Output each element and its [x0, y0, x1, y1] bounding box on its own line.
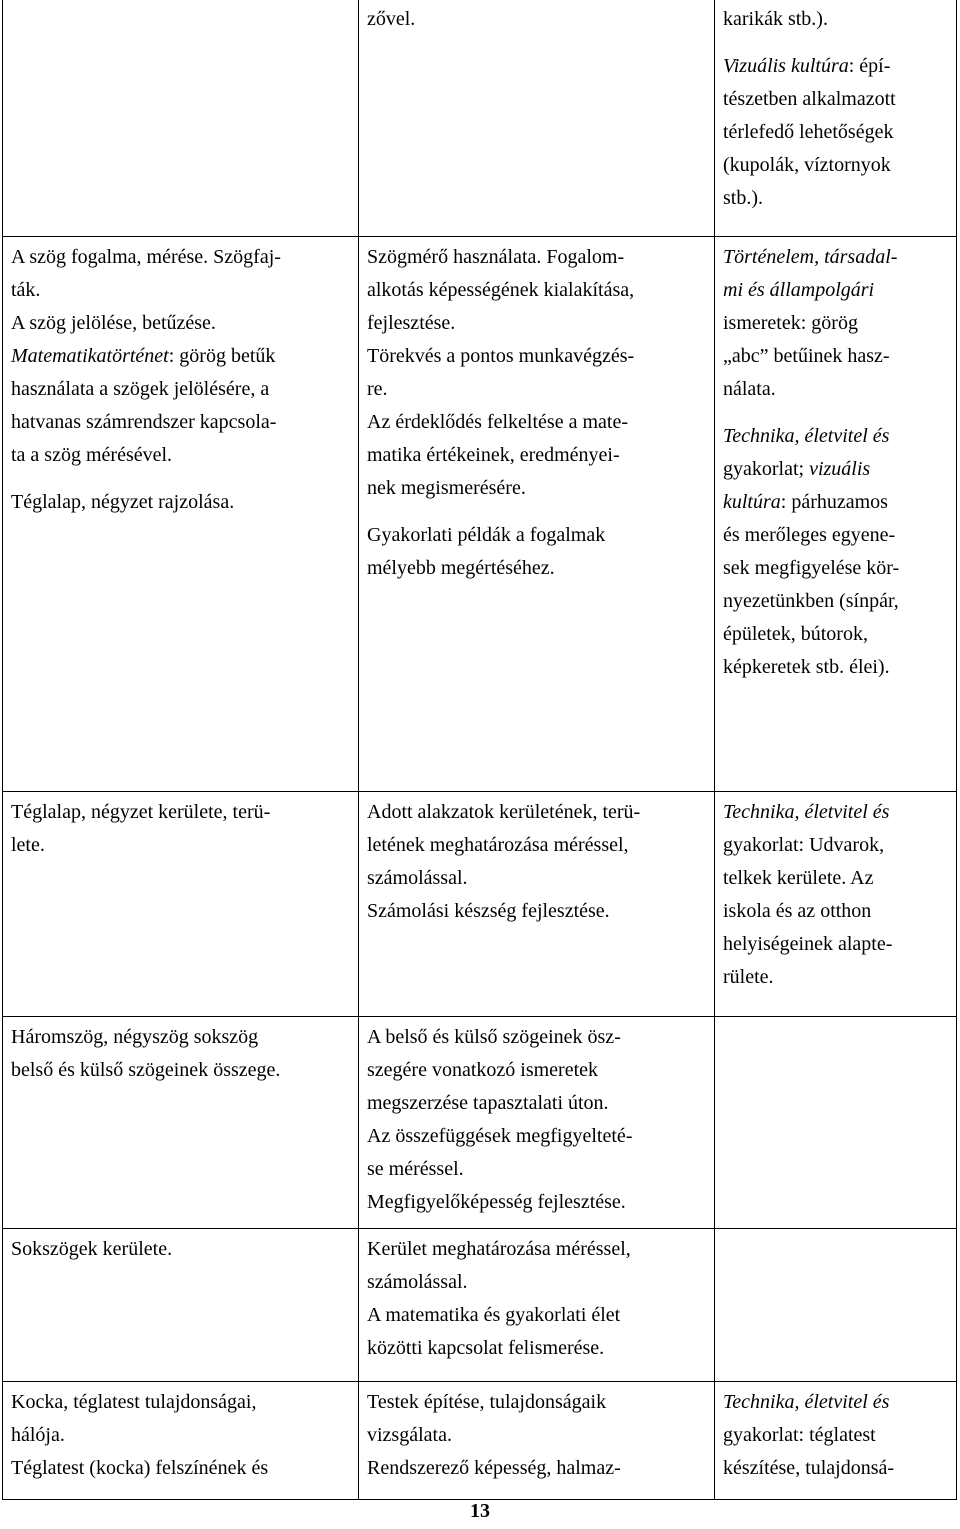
table-cell-col2	[359, 237, 715, 792]
table-cell-col2	[359, 792, 715, 1017]
page-number: 13	[470, 1500, 490, 1522]
text-line: Testek építése, tulajdonságaik	[367, 1391, 607, 1413]
text-line: hálója.	[11, 1424, 65, 1446]
text-segment: : görög betűk	[168, 345, 276, 367]
text-line: Rendszerező képesség, halmaz-	[367, 1457, 621, 1479]
table-cell-col1	[3, 237, 359, 792]
text-line: A matematika és gyakorlati élet	[367, 1304, 621, 1326]
table-cell-col2	[359, 0, 715, 237]
table-cell-col1	[3, 1229, 359, 1382]
text-block	[11, 796, 350, 862]
text-line: helyiségeinek alapte-	[723, 933, 893, 955]
text-line: megszerzése tapasztalati úton.	[367, 1092, 609, 1114]
text-line	[723, 50, 948, 83]
table-body	[3, 0, 957, 1500]
text-line	[11, 340, 350, 373]
text-line: telkek kerülete. Az	[723, 867, 874, 889]
italic-text: kultúra	[723, 491, 781, 513]
text-line: karikák stb.).	[723, 8, 828, 30]
text-block	[723, 796, 948, 994]
table-cell-col3	[715, 0, 957, 237]
text-line: matika értékeinek, eredményei-	[367, 444, 620, 466]
table-row	[3, 237, 957, 792]
text-line: képkeretek stb. élei).	[723, 656, 890, 678]
text-line: zővel.	[367, 8, 416, 30]
text-block	[723, 50, 948, 215]
table-cell-col1	[3, 792, 359, 1017]
table-cell-col2	[359, 1382, 715, 1500]
text-line: Az érdeklődés felkeltése a mate-	[367, 411, 628, 433]
italic-text: mi és állampolgári	[723, 279, 875, 301]
text-line: Törekvés a pontos munkavégzés-	[367, 345, 635, 367]
text-line	[723, 1386, 948, 1419]
curriculum-table	[2, 0, 957, 1500]
text-line: használata a szögek jelölésére, a	[11, 378, 270, 400]
text-block	[723, 420, 948, 684]
table-cell-col1	[3, 0, 359, 237]
text-line: Kocka, téglatest tulajdonságai,	[11, 1391, 257, 1413]
text-line: fejlesztése.	[367, 312, 456, 334]
text-line: gyakorlat: Udvarok,	[723, 834, 885, 856]
text-line	[723, 420, 948, 453]
table-cell-col3	[715, 792, 957, 1017]
text-line: közötti kapcsolat felismerése.	[367, 1337, 605, 1359]
text-line: se méréssel.	[367, 1158, 464, 1180]
text-line: ismeretek: görög	[723, 312, 858, 334]
table-cell-col3	[715, 1017, 957, 1229]
text-block	[723, 3, 948, 36]
table-row	[3, 1382, 957, 1500]
text-line: (kupolák, víztornyok	[723, 154, 891, 176]
text-block	[367, 796, 706, 928]
text-line: mélyebb megértéséhez.	[367, 557, 555, 579]
text-line: számolással.	[367, 867, 468, 889]
text-line: A szög fogalma, mérése. Szögfaj-	[11, 246, 281, 268]
table-cell-col3	[715, 1229, 957, 1382]
text-line: „abc” betűinek hasz-	[723, 345, 890, 367]
text-line: nálata.	[723, 378, 776, 400]
text-line: Sokszögek kerülete.	[11, 1238, 173, 1260]
italic-text: Technika, életvitel és	[723, 425, 890, 447]
text-block	[367, 1021, 706, 1219]
text-block	[11, 1386, 350, 1485]
text-line: Téglalap, négyzet rajzolása.	[11, 491, 235, 513]
text-line: nek megismerésére.	[367, 477, 526, 499]
text-line: tészetben alkalmazott	[723, 88, 896, 110]
text-line: készítése, tulajdonsá-	[723, 1457, 895, 1479]
text-block	[11, 1021, 350, 1087]
text-segment: gyakorlat;	[723, 458, 810, 480]
text-segment: : párhuzamos	[780, 491, 888, 513]
text-block	[723, 1386, 948, 1485]
text-line	[723, 241, 948, 274]
text-line: Adott alakzatok kerületének, terü-	[367, 801, 641, 823]
text-line: Téglatest (kocka) felszínének és	[11, 1457, 269, 1479]
text-line: Az összefüggések megfigyelteté-	[367, 1125, 633, 1147]
text-line: épületek, bútorok,	[723, 623, 868, 645]
text-line: stb.).	[723, 187, 763, 209]
text-line: belső és külső szögeinek összege.	[11, 1059, 281, 1081]
table-row	[3, 1229, 957, 1382]
text-block	[723, 241, 948, 406]
text-line: Számolási készség fejlesztése.	[367, 900, 610, 922]
table-row	[3, 792, 957, 1017]
text-line: gyakorlat: téglatest	[723, 1424, 876, 1446]
table-cell-col2	[359, 1017, 715, 1229]
text-line: letének meghatározása méréssel,	[367, 834, 629, 856]
text-line	[723, 796, 948, 829]
text-line: Kerület meghatározása méréssel,	[367, 1238, 631, 1260]
text-line: sek megfigyelése kör-	[723, 557, 900, 579]
italic-text: Vizuális kultúra	[723, 55, 849, 77]
text-line: Téglalap, négyzet kerülete, terü-	[11, 801, 271, 823]
text-line: számolással.	[367, 1271, 468, 1293]
text-line: és merőleges egyene-	[723, 524, 896, 546]
text-line: iskola és az otthon	[723, 900, 872, 922]
text-block	[367, 3, 706, 36]
text-line: Szögmérő használata. Fogalom-	[367, 246, 625, 268]
text-block	[367, 241, 706, 505]
table-row	[3, 1017, 957, 1229]
text-line: nyezetünkben (sínpár,	[723, 590, 899, 612]
text-line: A szög jelölése, betűzése.	[11, 312, 216, 334]
italic-text: Technika, életvitel és	[723, 801, 890, 823]
text-line: rülete.	[723, 966, 774, 988]
text-line: vizsgálata.	[367, 1424, 452, 1446]
text-line: ták.	[11, 279, 41, 301]
text-block	[11, 241, 350, 472]
text-line: térlefedő lehetőségek	[723, 121, 894, 143]
text-line: alkotás képességének kialakítása,	[367, 279, 635, 301]
table-cell-col2	[359, 1229, 715, 1382]
text-line: hatvanas számrendszer kapcsola-	[11, 411, 277, 433]
text-line: szegére vonatkozó ismeretek	[367, 1059, 599, 1081]
table-cell-col3	[715, 237, 957, 792]
text-line: ta a szög mérésével.	[11, 444, 173, 466]
text-line	[723, 486, 948, 519]
table-row	[3, 0, 957, 237]
text-line: Megfigyelőképesség fejlesztése.	[367, 1191, 626, 1213]
text-line	[723, 274, 948, 307]
italic-text: Matematikatörténet	[11, 345, 169, 367]
text-line: Gyakorlati példák a fogalmak	[367, 524, 606, 546]
table-cell-col3	[715, 1382, 957, 1500]
table-cell-col1	[3, 1017, 359, 1229]
text-block	[367, 1386, 706, 1485]
italic-text: Technika, életvitel és	[723, 1391, 890, 1413]
italic-text: vizuális	[809, 458, 871, 480]
italic-text: Történelem, társadal-	[723, 246, 898, 268]
text-block	[367, 1233, 706, 1365]
text-line: Háromszög, négyszög sokszög	[11, 1026, 259, 1048]
text-block	[11, 486, 350, 519]
text-line	[723, 453, 948, 486]
text-line: A belső és külső szögeinek ösz-	[367, 1026, 621, 1048]
table-cell-col1	[3, 1382, 359, 1500]
text-block	[367, 519, 706, 585]
text-segment: : épí-	[848, 55, 891, 77]
text-line: lete.	[11, 834, 45, 856]
text-block	[11, 1233, 350, 1266]
text-line: re.	[367, 378, 388, 400]
